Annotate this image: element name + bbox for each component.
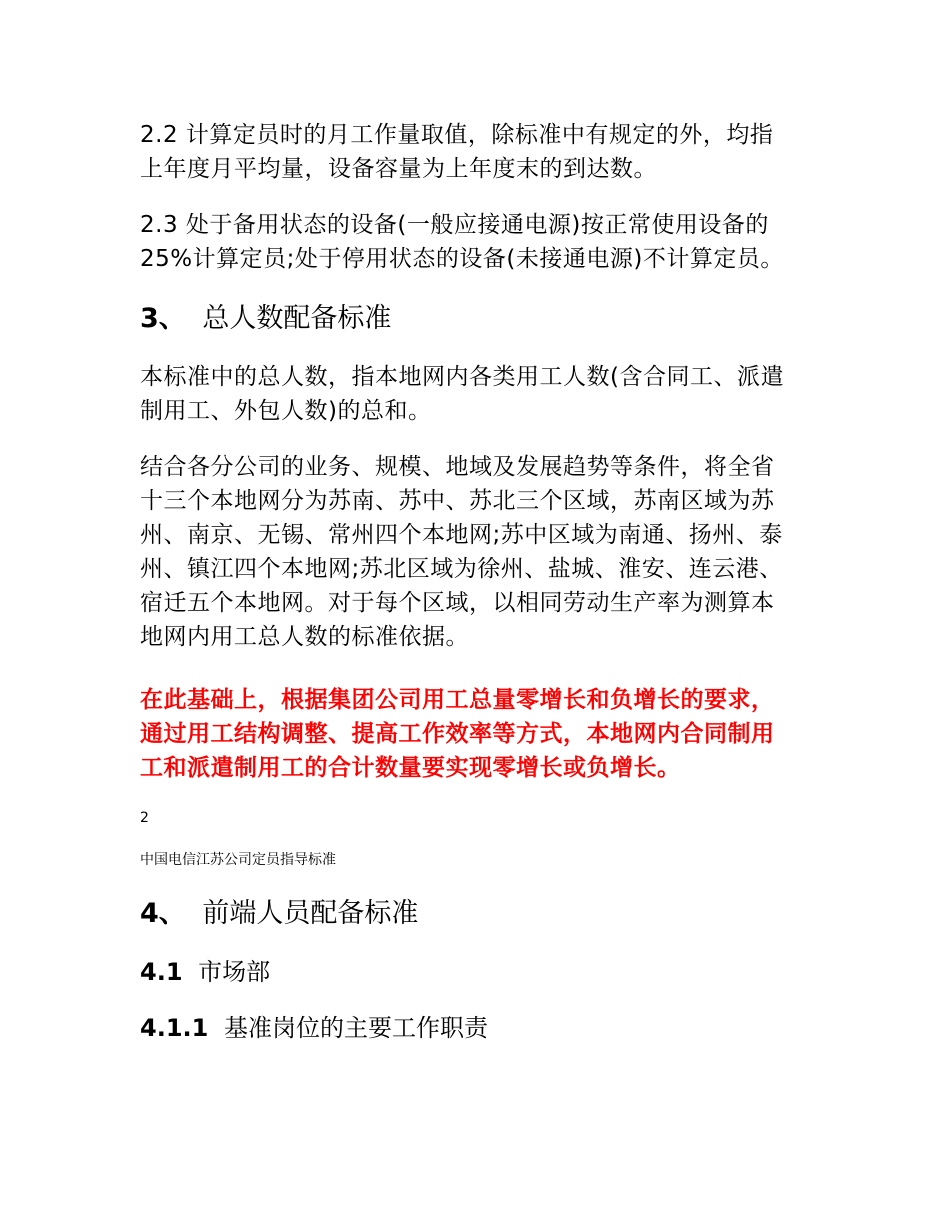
heading-number: 4、 [140,898,186,929]
paragraph-line: 结合各分公司的业务、规模、地域及发展趋势等条件，将全省 [140,454,775,480]
paragraph-line: 十三个本地网分为苏南、苏中、苏北三个区域，苏南区域为苏 [140,488,775,514]
paragraph-highlight-red [140,683,820,785]
page-number [140,808,820,828]
paragraph-line: 州、南京、无锡、常州四个本地网;苏中区域为南通、扬州、泰 [140,522,783,548]
heading-number: 4.1.1 [140,1014,209,1042]
paragraph-line: 在此基础上，根据集团公司用工总量零增长和负增长的要求， [140,687,775,713]
page-number-text: 2 [140,810,149,826]
paragraph-line: 上年度月平均量，设备容量为上年度末的到达数。 [140,156,657,182]
paragraph-line: 宿迁五个本地网。对于每个区域，以相同劳动生产率为测算本 [140,590,775,616]
heading-title: 总人数配备标准 [202,303,392,334]
heading-front-staffing [140,896,820,932]
paragraph-2-3 [140,208,820,276]
paragraph-line: 2.3 处于备用状态的设备(一般应接通电源)按正常使用设备的 [140,212,769,238]
heading-number: 4.1 [140,958,183,986]
paragraph-2-2 [140,118,820,186]
paragraph-line: 制用工、外包人数)的总和。 [140,398,432,424]
running-header-text: 中国电信江苏公司定员指导标准 [140,852,336,868]
paragraph-line: 通过用工结构调整、提高工作效率等方式，本地网内合同制用 [140,721,775,747]
heading-number: 3、 [140,303,186,334]
paragraph-line: 2.2 计算定员时的月工作量取值，除标准中有规定的外，均指 [140,122,774,148]
paragraph-line: 地网内用工总人数的标准依据。 [140,624,469,650]
heading-title: 基准岗位的主要工作职责 [223,1014,488,1042]
heading-market-dept [140,955,820,989]
heading-title: 市场部 [198,958,271,986]
paragraph-regions [140,450,820,654]
paragraph-line: 州、镇江四个本地网;苏北区域为徐州、盐城、淮安、连云港、 [140,556,783,582]
paragraph-line: 工和派遣制用工的合计数量要实现零增长或负增长。 [140,755,681,781]
paragraph-line: 25%计算定员;处于停用状态的设备(未接通电源)不计算定员。 [140,246,784,272]
heading-total-staffing [140,301,820,337]
heading-title: 前端人员配备标准 [202,898,419,929]
running-header [140,850,820,870]
heading-duties [140,1011,820,1045]
paragraph-line: 本标准中的总人数，指本地网内各类用工人数(含合同工、派遣 [140,364,784,390]
paragraph-total-definition [140,360,820,428]
